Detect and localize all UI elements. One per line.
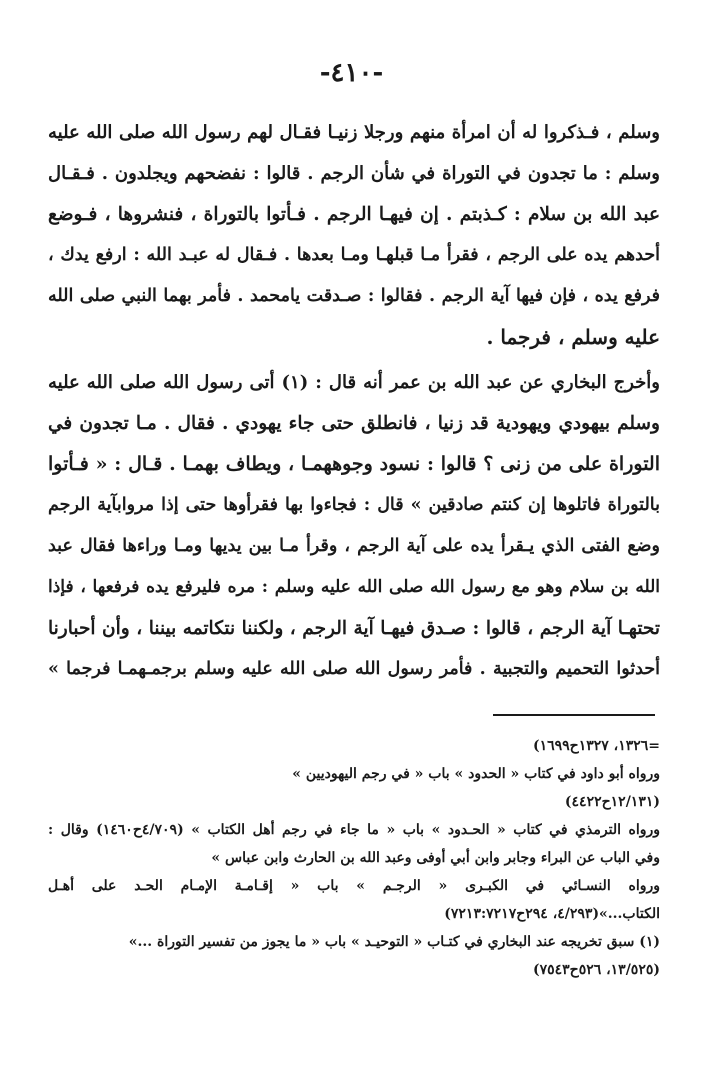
footnote-line: ورواه الترمذي في كتاب « الحـدود » باب « ما جاء في رجم أهل الكتاب » (٤/٧٠٩ح١٤٦٠) وقال : xyxy=(48,822,661,838)
footnotes xyxy=(48,732,660,984)
footnote-separator xyxy=(493,714,655,716)
text-line: الله بن سلام وهو مع رسول الله صلى الله عليه وسلم : مره فليرفع يده فرفعها ، فإذا xyxy=(48,577,660,597)
footnote-line: (١٣/٥٢٥، ٥٢٦ح٧٥٤٣) xyxy=(532,962,660,978)
text-line: وضع الفتى الذي يـقرأ يده على آية الرجم ، وقرأ مـا بين يديها ومـا وراءها فقال عبد xyxy=(48,536,660,556)
text-line: التوراة على من زنى ؟ قالوا : نسود وجوههمـا ، ويطاف بهمـا . قـال : « فـأتوا xyxy=(48,453,660,475)
footnote-line: (١٢/١٣١ح٤٤٢٢) xyxy=(564,794,660,810)
footnote-line: =١٣٢٦، ١٣٢٧ح١٦٩٩) xyxy=(532,738,660,754)
paragraph-2 xyxy=(48,362,660,690)
paragraph-1 xyxy=(48,112,660,358)
text-line: فرفع يده ، فإن فيها آية الرجم . فقالوا : صـدقت يامحمد . فأمر بهما النبي صلى الله xyxy=(48,286,660,306)
text-line: تحتهـا آية الرجم ، قالوا : صـدق فيهـا آية الرجم ، ولكننا نتكاتمه بيننا ، وأن أحبارنا xyxy=(48,618,660,639)
text-line: وأخرج البخاري عن عبد الله بن عمر أنه قال : (١) أتى رسول الله صلى الله عليه xyxy=(48,372,660,393)
text-line: عبد الله بن سلام : كـذبتم . إن فيهـا الرجم . فـأتوا بالتوراة ، فنشروها ، فـوضع xyxy=(48,204,660,225)
text-line: أحدثوا التحميم والتجبية . فأمر رسول الله صلى الله عليه وسلم برجمـهمـا فرجما » xyxy=(48,659,660,679)
footnote-line: (١) سبق تخريجه عند البخاري في كتـاب « التوحيـد » باب « ما يجوز من تفسير التوراة ...» xyxy=(128,934,660,950)
text-line: وسلم : ما تجدون في التوراة في شأن الرجم . قالوا : نفضحهم ويجلدون . فـقـال xyxy=(48,163,660,184)
footnote-line: الكتاب...»(٤/٢٩٣، ٢٩٤ح٧٢١٣:٧٢١٧) xyxy=(444,906,660,922)
footnote-line: وفي الباب عن البراء وجابر وابن أبي أوفى وعبد الله بن الحارث وابن عباس » xyxy=(211,850,660,866)
footnote-line: ورواه أبو داود في كتاب « الحدود » باب « في رجم اليهوديين » xyxy=(292,766,660,782)
footnote-line: ورواه النسـائي في الكبـرى « الرجـم » باب « إقـامـة الإمـام الحـد على أهـل xyxy=(48,878,660,894)
page-number: -٤١٠- xyxy=(319,58,384,88)
text-line: وسلم ، فـذكروا له أن امرأة منهم ورجلا زنيـا فقـال لهم رسول الله صلى الله عليه xyxy=(48,122,660,143)
text-line: عليه وسلم ، فرجما . xyxy=(486,325,660,349)
text-line: بالتوراة فاتلوها إن كنتم صادقين » قال : فجاءوا بها فقرأوها حتى إذا مروابآية الرجم xyxy=(48,495,660,515)
text-line: أحدهم يده على الرجم ، فقرأ مـا قبلهـا ومـا بعدها . فـقال له عبـد الله : ارفع يدك ، xyxy=(48,245,660,265)
text-line: وسلم بيهودي ويهودية قد زنيا ، فانطلق حتى جاء يهودي . فقال . مـا تجدون في xyxy=(48,413,660,434)
